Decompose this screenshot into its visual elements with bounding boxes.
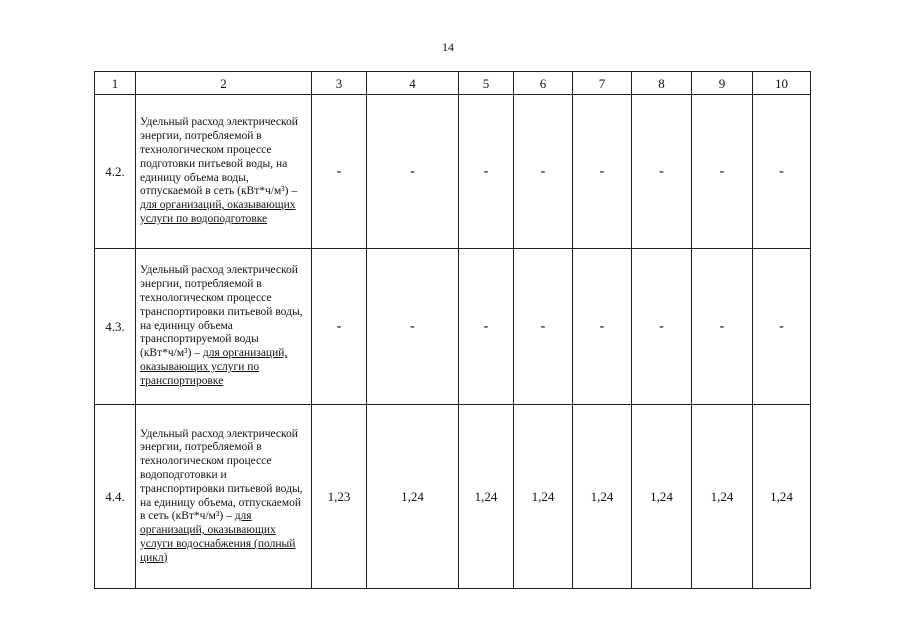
description-line: [140, 455, 311, 469]
description-underlined-text: цикл): [140, 551, 168, 564]
value-col-6: 1,24: [514, 405, 573, 589]
row-number: 4.2.: [95, 95, 136, 249]
value-col-10: -: [753, 95, 811, 249]
description-text: (кВт*ч/м³) –: [140, 347, 201, 360]
description-text: Удельный расход электрической: [140, 427, 298, 440]
description-line: [140, 172, 311, 186]
value-col-9: -: [692, 95, 753, 249]
column-header-4: 4: [367, 72, 459, 95]
value-col-7: 1,24: [573, 405, 632, 589]
value-col-5: -: [459, 95, 514, 249]
description-underlined-text: организаций, оказывающих: [140, 524, 276, 537]
column-header-6: 6: [514, 72, 573, 95]
description-underlined-text: транспортировке: [140, 374, 224, 387]
table-row-4-3: [95, 249, 811, 405]
description-text: на единицу объема: [140, 319, 233, 332]
description-line: [140, 361, 311, 375]
value-col-7: -: [573, 249, 632, 405]
column-header-10: 10: [753, 72, 811, 95]
description-line: [140, 116, 311, 130]
description-underlined-text: для организаций,: [202, 347, 288, 360]
column-header-8: 8: [632, 72, 692, 95]
description-underlined-text: для: [234, 510, 252, 523]
description-text: энергии, потребляемой в: [140, 441, 262, 454]
description-line: [140, 333, 311, 347]
description-line: [140, 428, 311, 442]
value-col-3: -: [312, 95, 367, 249]
value-col-3: 1,23: [312, 405, 367, 589]
value-col-4: 1,24: [367, 405, 459, 589]
value-col-10: 1,24: [753, 405, 811, 589]
description-text: энергии, потребляемой в: [140, 278, 262, 291]
description-text: технологическом процессе: [140, 292, 272, 304]
table-header-row: [95, 72, 811, 95]
column-header-2: 2: [136, 72, 312, 95]
description-underlined-text: услуги по водоподготовке: [140, 212, 268, 225]
description-text: в сеть (кВт*ч/м³) –: [140, 510, 232, 523]
description-text: транспортировки питьевой воды,: [140, 482, 303, 495]
table-row-4-4: [95, 405, 811, 589]
indicator-table: [94, 71, 811, 589]
description-text: на единицу объема, отпускаемой: [140, 496, 302, 509]
description-line: [140, 483, 311, 497]
value-col-6: -: [514, 249, 573, 405]
description-line: [140, 375, 311, 389]
description-text: Удельный расход электрической: [140, 264, 298, 277]
column-header-1: 1: [95, 72, 136, 95]
column-header-7: 7: [573, 72, 632, 95]
value-col-3: -: [312, 249, 367, 405]
value-col-5: -: [459, 249, 514, 405]
description-text: энергии, потребляемой в: [140, 130, 262, 143]
description-line: [140, 213, 311, 227]
row-description: [136, 405, 312, 589]
description-line: [140, 199, 311, 213]
value-col-5: 1,24: [459, 405, 514, 589]
description-line: [140, 441, 311, 455]
table-row-4-2: [95, 95, 811, 249]
value-col-8: -: [632, 249, 692, 405]
description-text: транспортируемой воды: [140, 333, 259, 346]
description-line: [140, 347, 311, 361]
column-header-9: 9: [692, 72, 753, 95]
value-col-8: -: [632, 95, 692, 249]
description-text: водоподготовки и: [140, 468, 227, 481]
description-line: [140, 158, 311, 172]
description-line: [140, 497, 311, 511]
value-col-7: -: [573, 95, 632, 249]
row-number: 4.4.: [95, 405, 136, 589]
description-line: [140, 320, 311, 334]
value-col-10: -: [753, 249, 811, 405]
page-number: 14: [442, 40, 454, 54]
value-col-8: 1,24: [632, 405, 692, 589]
description-underlined-text: услуги водоснабжения (полный: [140, 537, 296, 550]
description-line: [140, 552, 311, 566]
description-text: отпускаемой в сеть (кВт*ч/м³) –: [140, 185, 298, 198]
column-header-3: 3: [312, 72, 367, 95]
value-col-4: -: [367, 95, 459, 249]
value-col-9: 1,24: [692, 405, 753, 589]
description-line: [140, 510, 311, 524]
description-line: [140, 306, 311, 320]
description-underlined-text: для организаций, оказывающих: [140, 199, 296, 212]
description-text: технологическом процессе: [140, 143, 272, 156]
description-line: [140, 524, 311, 538]
description-text: подготовки питьевой воды, на: [140, 157, 288, 170]
value-col-9: -: [692, 249, 753, 405]
description-line: [140, 144, 311, 158]
description-text: Удельный расход электрической: [140, 116, 298, 129]
description-line: [140, 469, 311, 483]
value-col-6: -: [514, 95, 573, 249]
description-text: технологическом процессе: [140, 455, 272, 468]
description-text: транспортировки питьевой воды,: [140, 305, 303, 318]
row-description: [136, 249, 312, 405]
row-description: [136, 95, 312, 249]
row-number: 4.3.: [95, 249, 136, 405]
description-line: [140, 278, 311, 292]
description-line: [140, 292, 311, 306]
description-line: [140, 538, 311, 552]
description-line: [140, 264, 311, 278]
description-line: [140, 130, 311, 144]
column-header-5: 5: [459, 72, 514, 95]
description-line: [140, 185, 311, 199]
value-col-4: -: [367, 249, 459, 405]
description-underlined-text: оказывающих услуги по: [140, 360, 260, 373]
description-text: единицу объема воды,: [140, 171, 249, 184]
